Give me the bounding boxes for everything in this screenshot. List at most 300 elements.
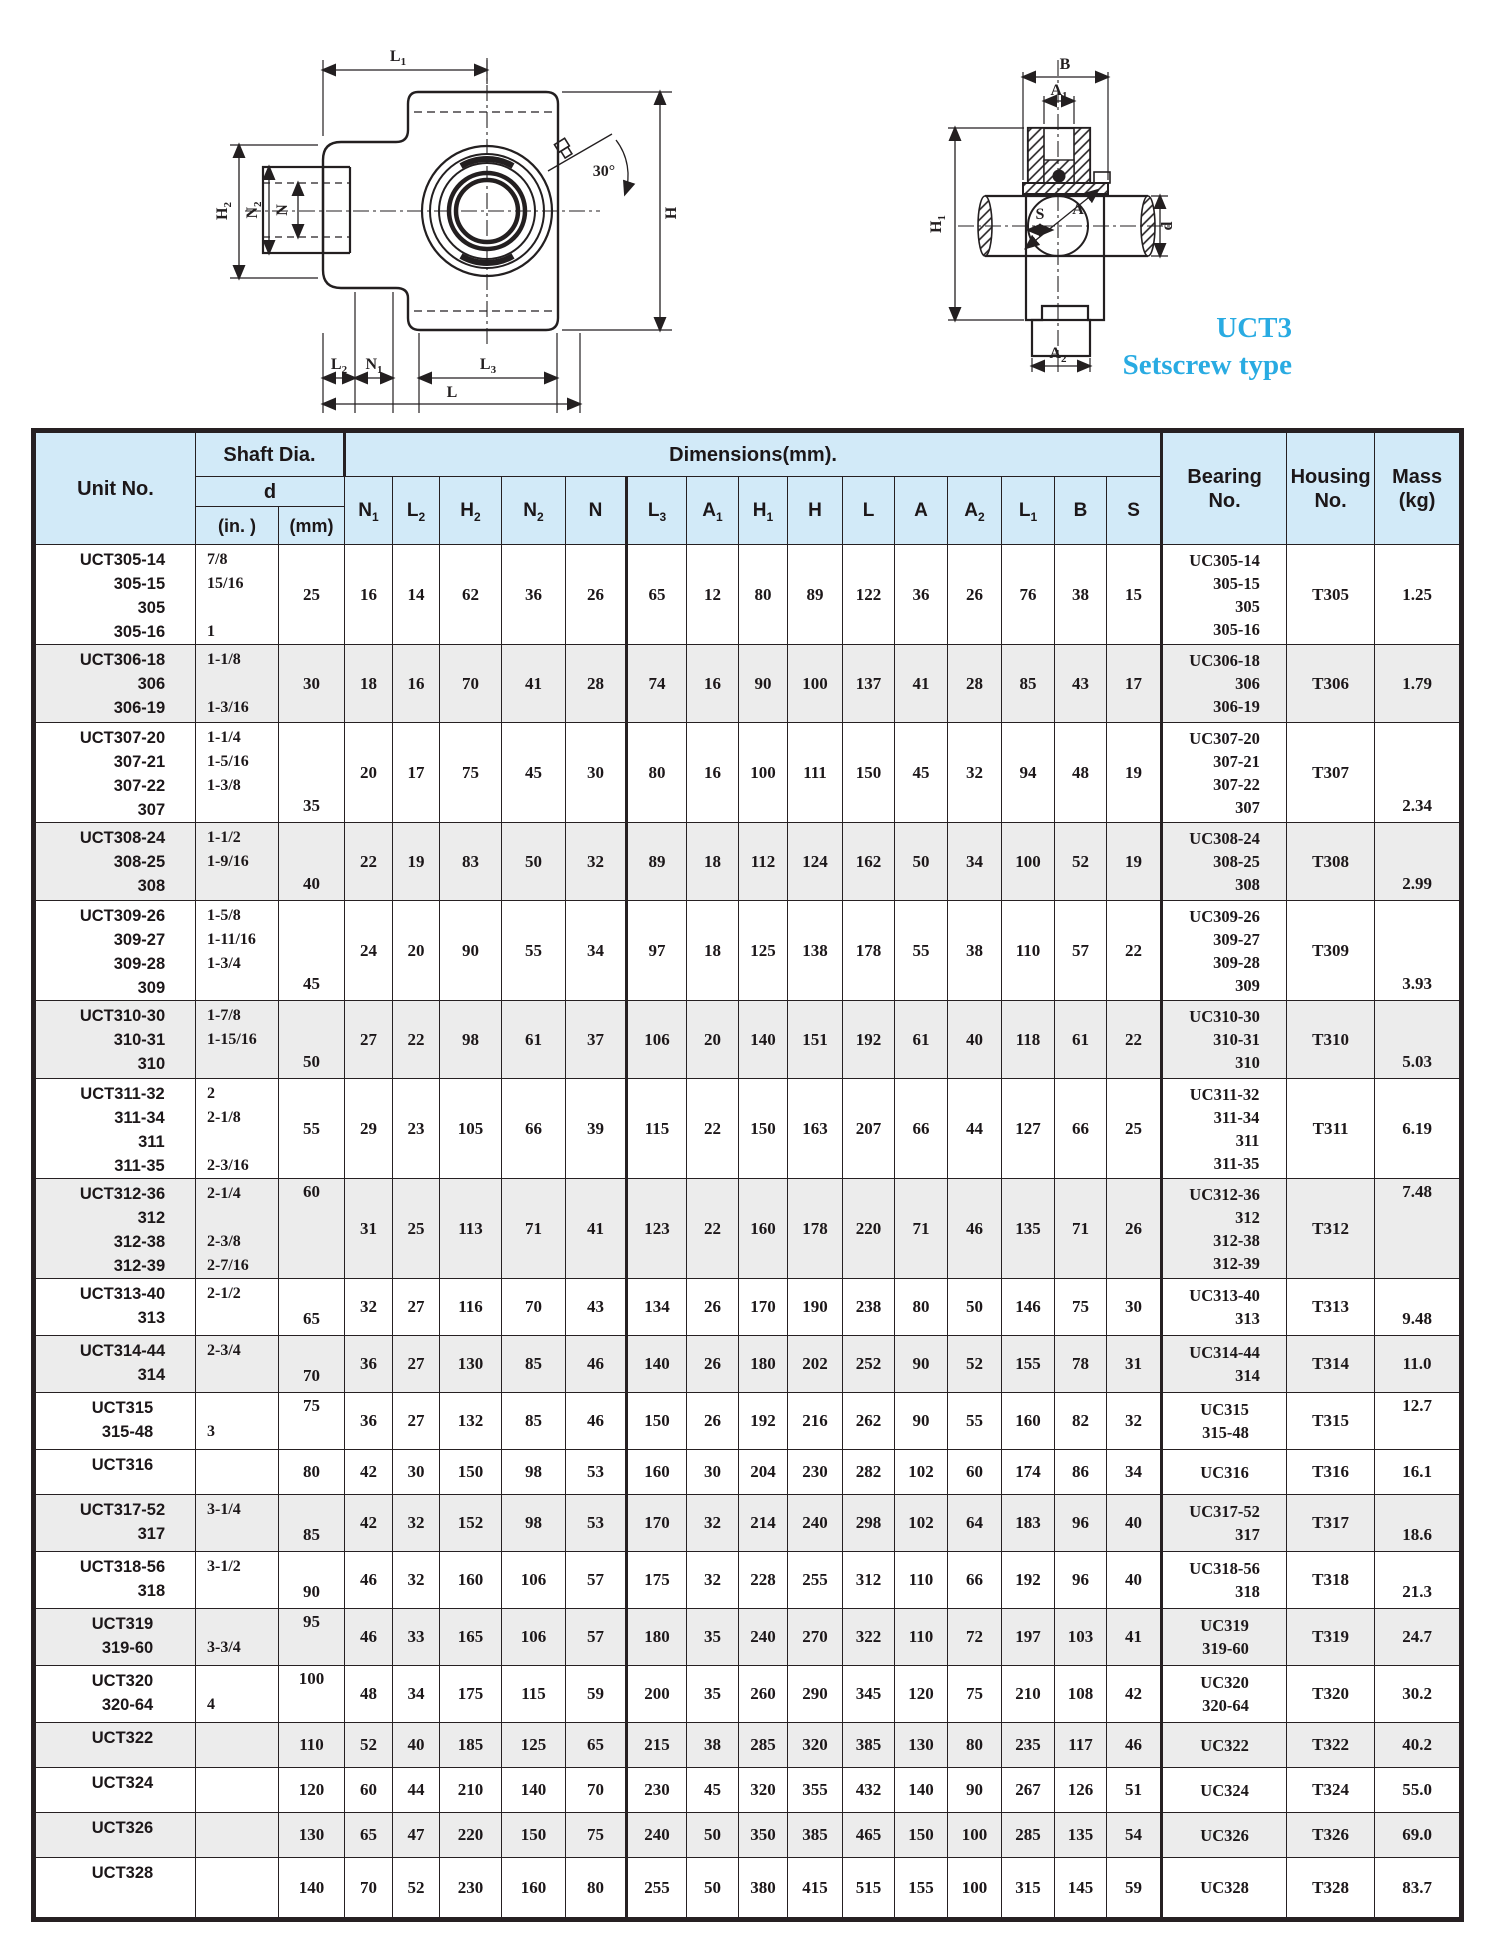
dim-h1: 285 — [739, 1723, 788, 1768]
shaft-dia-mm: 75 — [279, 1393, 345, 1450]
col-header-b: B — [1055, 477, 1107, 545]
shaft-dia-in: 2-1/4 2-3/8 2-7/16 — [196, 1179, 279, 1279]
dim-a2: 46 — [948, 1179, 1002, 1279]
housing-no: T310 — [1287, 1001, 1375, 1079]
dim-n1: 70 — [345, 1858, 393, 1920]
front-view-diagram — [214, 48, 680, 413]
dim-label-L: L — [446, 384, 458, 401]
dim-h2: 105 — [440, 1079, 502, 1179]
mass: 2.99 — [1375, 823, 1462, 901]
dim-h1: 90 — [739, 645, 788, 723]
dim-n: 34 — [566, 901, 627, 1001]
dim-b: 78 — [1055, 1336, 1107, 1393]
table-row — [34, 1336, 1462, 1393]
dim-s: 17 — [1107, 645, 1162, 723]
mass: 21.3 — [1375, 1552, 1462, 1609]
dim-s: 19 — [1107, 823, 1162, 901]
dim-h2: 185 — [440, 1723, 502, 1768]
dim-a2: 64 — [948, 1495, 1002, 1552]
dim-label-H1: $H_1$ — [928, 215, 948, 233]
bearing-no: UC314-44 314 — [1162, 1336, 1287, 1393]
dim-a1: 16 — [687, 645, 739, 723]
col-header-shaft-dia: Shaft Dia. — [196, 431, 345, 477]
dim-n2: 106 — [502, 1552, 566, 1609]
dim-h1: 350 — [739, 1813, 788, 1858]
dim-l1: 267 — [1002, 1768, 1055, 1813]
dim-s: 22 — [1107, 1001, 1162, 1079]
dim-l1: 94 — [1002, 723, 1055, 823]
col-header-n1: $N_1$ — [345, 477, 393, 545]
dim-b: 82 — [1055, 1393, 1107, 1450]
dim-n: 65 — [566, 1723, 627, 1768]
dim-l3: 106 — [627, 1001, 687, 1079]
shaft-dia-mm: 25 — [279, 545, 345, 645]
dim-l: 432 — [843, 1768, 895, 1813]
dim-label-B: B — [1059, 56, 1071, 73]
unit-no: UCT308-24 308-25 308 — [34, 823, 196, 901]
dim-s: 34 — [1107, 1450, 1162, 1495]
dim-label-N2: $N_2$ — [244, 201, 264, 219]
unit-no: UCT307-20 307-21 307-22 307 — [34, 723, 196, 823]
dim-h: 111 — [788, 723, 843, 823]
dim-l: 282 — [843, 1450, 895, 1495]
series-branding — [1020, 310, 1292, 384]
dim-a1: 35 — [687, 1666, 739, 1723]
dim-n1: 16 — [345, 545, 393, 645]
mass: 18.6 — [1375, 1495, 1462, 1552]
mass: 12.7 — [1375, 1393, 1462, 1450]
dim-a2: 40 — [948, 1001, 1002, 1079]
dim-a2: 80 — [948, 1723, 1002, 1768]
dim-h: 163 — [788, 1079, 843, 1179]
col-header-h1: $H_1$ — [739, 477, 788, 545]
dim-label-A2: $A_2$ — [1049, 345, 1067, 365]
dim-l2: 30 — [393, 1450, 440, 1495]
housing-no: T320 — [1287, 1666, 1375, 1723]
bearing-no: UC324 — [1162, 1768, 1287, 1813]
housing-no: T328 — [1287, 1858, 1375, 1920]
dim-label-L2: $L_2$ — [330, 356, 348, 376]
housing-no: T318 — [1287, 1552, 1375, 1609]
dim-h2: 113 — [440, 1179, 502, 1279]
shaft-dia-mm: 140 — [279, 1858, 345, 1920]
dim-a2: 34 — [948, 823, 1002, 901]
dim-l3: 180 — [627, 1609, 687, 1666]
col-header-s: S — [1107, 477, 1162, 545]
dim-h2: 130 — [440, 1336, 502, 1393]
dim-n1: 60 — [345, 1768, 393, 1813]
dim-h1: 380 — [739, 1858, 788, 1920]
dim-a1: 16 — [687, 723, 739, 823]
shaft-dia-in: 1-5/8 1-11/16 1-3/4 — [196, 901, 279, 1001]
dim-l: 385 — [843, 1723, 895, 1768]
mass: 9.48 — [1375, 1279, 1462, 1336]
dim-a: 50 — [895, 823, 948, 901]
dim-a: 102 — [895, 1495, 948, 1552]
dim-l2: 44 — [393, 1768, 440, 1813]
dim-l3: 97 — [627, 901, 687, 1001]
dim-n: 32 — [566, 823, 627, 901]
dim-l: 238 — [843, 1279, 895, 1336]
housing-no: T315 — [1287, 1393, 1375, 1450]
table-row — [34, 823, 1462, 901]
dim-l2: 19 — [393, 823, 440, 901]
dim-b: 103 — [1055, 1609, 1107, 1666]
dim-h: 230 — [788, 1450, 843, 1495]
dim-h2: 220 — [440, 1813, 502, 1858]
dim-b: 86 — [1055, 1450, 1107, 1495]
dim-a1: 45 — [687, 1768, 739, 1813]
unit-no: UCT306-18 306 306-19 — [34, 645, 196, 723]
dim-l3: 170 — [627, 1495, 687, 1552]
shaft-dia-in — [196, 1723, 279, 1768]
dim-l: 192 — [843, 1001, 895, 1079]
dim-s: 54 — [1107, 1813, 1162, 1858]
dim-l2: 34 — [393, 1666, 440, 1723]
bearing-no: UC306-18 306 306-19 — [1162, 645, 1287, 723]
dim-a: 150 — [895, 1813, 948, 1858]
dim-n2: 36 — [502, 545, 566, 645]
dim-h1: 180 — [739, 1336, 788, 1393]
dim-a: 45 — [895, 723, 948, 823]
shaft-dia-in: 1-7/8 1-15/16 — [196, 1001, 279, 1079]
dim-a2: 100 — [948, 1813, 1002, 1858]
table-row — [34, 1393, 1462, 1450]
housing-no: T322 — [1287, 1723, 1375, 1768]
bearing-no: UC313-40 313 — [1162, 1279, 1287, 1336]
shaft-dia-in — [196, 1813, 279, 1858]
dim-l1: 85 — [1002, 645, 1055, 723]
dim-n1: 27 — [345, 1001, 393, 1079]
table-row — [34, 1723, 1462, 1768]
dim-s: 41 — [1107, 1609, 1162, 1666]
dim-h2: 75 — [440, 723, 502, 823]
unit-no: UCT312-36 312 312-38 312-39 — [34, 1179, 196, 1279]
dim-l1: 315 — [1002, 1858, 1055, 1920]
shaft-dia-mm: 80 — [279, 1450, 345, 1495]
dim-l1: 174 — [1002, 1450, 1055, 1495]
bearing-no: UC316 — [1162, 1450, 1287, 1495]
dim-n2: 115 — [502, 1666, 566, 1723]
dim-l2: 17 — [393, 723, 440, 823]
dim-a2: 55 — [948, 1393, 1002, 1450]
series-type: Setscrew type — [1122, 349, 1292, 381]
dim-l1: 210 — [1002, 1666, 1055, 1723]
mass: 69.0 — [1375, 1813, 1462, 1858]
series-name: UCT3 — [1216, 312, 1292, 344]
bearing-no: UC310-30 310-31 310 — [1162, 1001, 1287, 1079]
dim-a: 80 — [895, 1279, 948, 1336]
dim-h1: 240 — [739, 1609, 788, 1666]
dim-h: 151 — [788, 1001, 843, 1079]
col-header-h2: $H_2$ — [440, 477, 502, 545]
dim-l2: 32 — [393, 1552, 440, 1609]
col-header-a: A — [895, 477, 948, 545]
dim-b: 135 — [1055, 1813, 1107, 1858]
dim-n1: 42 — [345, 1495, 393, 1552]
dim-l3: 175 — [627, 1552, 687, 1609]
dim-a1: 18 — [687, 901, 739, 1001]
housing-no: T305 — [1287, 545, 1375, 645]
shaft-dia-in — [196, 1858, 279, 1920]
dim-l2: 22 — [393, 1001, 440, 1079]
dim-n1: 46 — [345, 1609, 393, 1666]
dim-a: 140 — [895, 1768, 948, 1813]
mass: 30.2 — [1375, 1666, 1462, 1723]
dim-l: 220 — [843, 1179, 895, 1279]
dim-b: 145 — [1055, 1858, 1107, 1920]
dim-h2: 90 — [440, 901, 502, 1001]
dim-h2: 175 — [440, 1666, 502, 1723]
dim-l3: 240 — [627, 1813, 687, 1858]
dim-h: 355 — [788, 1768, 843, 1813]
dim-n2: 106 — [502, 1609, 566, 1666]
dim-l3: 74 — [627, 645, 687, 723]
dim-s: 26 — [1107, 1179, 1162, 1279]
dim-h2: 83 — [440, 823, 502, 901]
unit-no: UCT319 319-60 — [34, 1609, 196, 1666]
dim-n1: 29 — [345, 1079, 393, 1179]
mass: 11.0 — [1375, 1336, 1462, 1393]
dim-l1: 118 — [1002, 1001, 1055, 1079]
dim-l2: 40 — [393, 1723, 440, 1768]
dim-n2: 66 — [502, 1079, 566, 1179]
dim-n1: 31 — [345, 1179, 393, 1279]
dim-h: 216 — [788, 1393, 843, 1450]
dim-b: 71 — [1055, 1179, 1107, 1279]
dim-n: 70 — [566, 1768, 627, 1813]
shaft-dia-mm: 55 — [279, 1079, 345, 1179]
dim-a2: 32 — [948, 723, 1002, 823]
dim-label-A1: $A_1$ — [1050, 82, 1068, 102]
table-row — [34, 1279, 1462, 1336]
shaft-dia-mm: 100 — [279, 1666, 345, 1723]
dim-n1: 48 — [345, 1666, 393, 1723]
shaft-dia-in: 1-1/2 1-9/16 — [196, 823, 279, 901]
dim-l3: 140 — [627, 1336, 687, 1393]
dim-l1: 127 — [1002, 1079, 1055, 1179]
unit-no: UCT310-30 310-31 310 — [34, 1001, 196, 1079]
dim-b: 38 — [1055, 545, 1107, 645]
unit-no: UCT324 — [34, 1768, 196, 1813]
dim-n: 43 — [566, 1279, 627, 1336]
bearing-no: UC320 320-64 — [1162, 1666, 1287, 1723]
dim-s: 46 — [1107, 1723, 1162, 1768]
dim-h1: 100 — [739, 723, 788, 823]
dim-n: 46 — [566, 1393, 627, 1450]
dim-n1: 18 — [345, 645, 393, 723]
dim-l3: 215 — [627, 1723, 687, 1768]
dim-n1: 65 — [345, 1813, 393, 1858]
dim-l1: 183 — [1002, 1495, 1055, 1552]
mass: 55.0 — [1375, 1768, 1462, 1813]
mass: 3.93 — [1375, 901, 1462, 1001]
dim-n: 53 — [566, 1495, 627, 1552]
dim-l1: 285 — [1002, 1813, 1055, 1858]
dim-s: 59 — [1107, 1858, 1162, 1920]
dim-l3: 89 — [627, 823, 687, 901]
dim-h1: 80 — [739, 545, 788, 645]
dim-a2: 26 — [948, 545, 1002, 645]
dim-h: 89 — [788, 545, 843, 645]
dim-h1: 192 — [739, 1393, 788, 1450]
unit-no: UCT315 315-48 — [34, 1393, 196, 1450]
dim-n2: 41 — [502, 645, 566, 723]
dim-a: 130 — [895, 1723, 948, 1768]
shaft-dia-in: 3-1/2 — [196, 1552, 279, 1609]
dim-b: 96 — [1055, 1495, 1107, 1552]
shaft-dia-in: 3-1/4 — [196, 1495, 279, 1552]
shaft-dia-in: 1-1/8 1-3/16 — [196, 645, 279, 723]
col-header-mm: (mm) — [279, 507, 345, 545]
dim-b: 126 — [1055, 1768, 1107, 1813]
dim-a2: 50 — [948, 1279, 1002, 1336]
mass: 2.34 — [1375, 723, 1462, 823]
dim-n: 30 — [566, 723, 627, 823]
dim-label-L3: $L_3$ — [479, 356, 497, 376]
dim-h: 255 — [788, 1552, 843, 1609]
dim-n2: 85 — [502, 1393, 566, 1450]
mass: 5.03 — [1375, 1001, 1462, 1079]
table-row — [34, 1858, 1462, 1920]
table-row — [34, 723, 1462, 823]
dim-s: 42 — [1107, 1666, 1162, 1723]
dim-l3: 160 — [627, 1450, 687, 1495]
table-row — [34, 901, 1462, 1001]
bearing-no: UC328 — [1162, 1858, 1287, 1920]
bearing-no: UC326 — [1162, 1813, 1287, 1858]
bearing-no: UC318-56 318 — [1162, 1552, 1287, 1609]
bearing-no: UC307-20 307-21 307-22 307 — [1162, 723, 1287, 823]
dim-a1: 22 — [687, 1179, 739, 1279]
dim-l2: 27 — [393, 1336, 440, 1393]
dim-s: 19 — [1107, 723, 1162, 823]
dim-a1: 30 — [687, 1450, 739, 1495]
table-row — [34, 1666, 1462, 1723]
dim-h2: 160 — [440, 1552, 502, 1609]
bearing-no: UC305-14 305-15 305 305-16 — [1162, 545, 1287, 645]
table-header — [34, 431, 1462, 545]
dim-h1: 228 — [739, 1552, 788, 1609]
dim-b: 52 — [1055, 823, 1107, 901]
shaft-dia-in: 1-1/4 1-5/16 1-3/8 — [196, 723, 279, 823]
dim-h1: 204 — [739, 1450, 788, 1495]
unit-no: UCT309-26 309-27 309-28 309 — [34, 901, 196, 1001]
table-row — [34, 1552, 1462, 1609]
dim-n: 59 — [566, 1666, 627, 1723]
dim-h2: 230 — [440, 1858, 502, 1920]
dim-a: 120 — [895, 1666, 948, 1723]
col-header-n2: $N_2$ — [502, 477, 566, 545]
dim-l3: 255 — [627, 1858, 687, 1920]
dim-h: 385 — [788, 1813, 843, 1858]
dim-n1: 46 — [345, 1552, 393, 1609]
dim-n2: 45 — [502, 723, 566, 823]
table-row — [34, 1495, 1462, 1552]
housing-no: T314 — [1287, 1336, 1375, 1393]
dim-b: 57 — [1055, 901, 1107, 1001]
table-row — [34, 1450, 1462, 1495]
housing-no: T324 — [1287, 1768, 1375, 1813]
dim-l1: 155 — [1002, 1336, 1055, 1393]
dim-l2: 33 — [393, 1609, 440, 1666]
dim-b: 66 — [1055, 1079, 1107, 1179]
dim-h: 178 — [788, 1179, 843, 1279]
dim-l1: 197 — [1002, 1609, 1055, 1666]
dim-l: 322 — [843, 1609, 895, 1666]
table-row — [34, 1079, 1462, 1179]
dim-n: 53 — [566, 1450, 627, 1495]
dim-n: 39 — [566, 1079, 627, 1179]
dim-n1: 36 — [345, 1336, 393, 1393]
dim-h2: 70 — [440, 645, 502, 723]
dim-l3: 80 — [627, 723, 687, 823]
dim-n2: 98 — [502, 1450, 566, 1495]
housing-no: T326 — [1287, 1813, 1375, 1858]
dim-label-d: d — [1159, 221, 1176, 231]
dim-n2: 150 — [502, 1813, 566, 1858]
dim-h1: 214 — [739, 1495, 788, 1552]
dim-a: 90 — [895, 1336, 948, 1393]
dim-s: 22 — [1107, 901, 1162, 1001]
dim-h1: 125 — [739, 901, 788, 1001]
dim-a2: 100 — [948, 1858, 1002, 1920]
dim-l3: 123 — [627, 1179, 687, 1279]
dim-l: 262 — [843, 1393, 895, 1450]
dim-a: 110 — [895, 1552, 948, 1609]
dim-n: 46 — [566, 1336, 627, 1393]
dim-a: 90 — [895, 1393, 948, 1450]
dim-h: 202 — [788, 1336, 843, 1393]
dim-n1: 36 — [345, 1393, 393, 1450]
dim-l: 150 — [843, 723, 895, 823]
table-row — [34, 1001, 1462, 1079]
shaft-dia-mm: 30 — [279, 645, 345, 723]
dim-s: 30 — [1107, 1279, 1162, 1336]
dim-h2: 150 — [440, 1450, 502, 1495]
dim-h: 320 — [788, 1723, 843, 1768]
dim-l1: 146 — [1002, 1279, 1055, 1336]
dim-s: 40 — [1107, 1495, 1162, 1552]
shaft-dia-in: 2 2-1/8 2-3/16 — [196, 1079, 279, 1179]
dim-label-H2: $H_2$ — [214, 202, 234, 220]
dim-l3: 230 — [627, 1768, 687, 1813]
table-row — [34, 1813, 1462, 1858]
mass: 1.25 — [1375, 545, 1462, 645]
col-header-l2: $L_2$ — [393, 477, 440, 545]
dim-a1: 26 — [687, 1279, 739, 1336]
dim-h1: 160 — [739, 1179, 788, 1279]
dim-b: 108 — [1055, 1666, 1107, 1723]
dim-n1: 22 — [345, 823, 393, 901]
dim-l2: 20 — [393, 901, 440, 1001]
shaft-dia-in — [196, 1450, 279, 1495]
table-row — [34, 1768, 1462, 1813]
col-header-a2: $A_2$ — [948, 477, 1002, 545]
dim-h: 190 — [788, 1279, 843, 1336]
col-header-n: N — [566, 477, 627, 545]
dim-s: 40 — [1107, 1552, 1162, 1609]
dim-h1: 320 — [739, 1768, 788, 1813]
table-row — [34, 1179, 1462, 1279]
dim-h2: 62 — [440, 545, 502, 645]
dim-l: 122 — [843, 545, 895, 645]
bearing-no: UC311-32 311-34 311 311-35 — [1162, 1079, 1287, 1179]
col-header-bearing-no: Bearing No. — [1162, 431, 1287, 545]
dim-a: 41 — [895, 645, 948, 723]
shaft-dia-mm: 130 — [279, 1813, 345, 1858]
dim-b: 96 — [1055, 1552, 1107, 1609]
